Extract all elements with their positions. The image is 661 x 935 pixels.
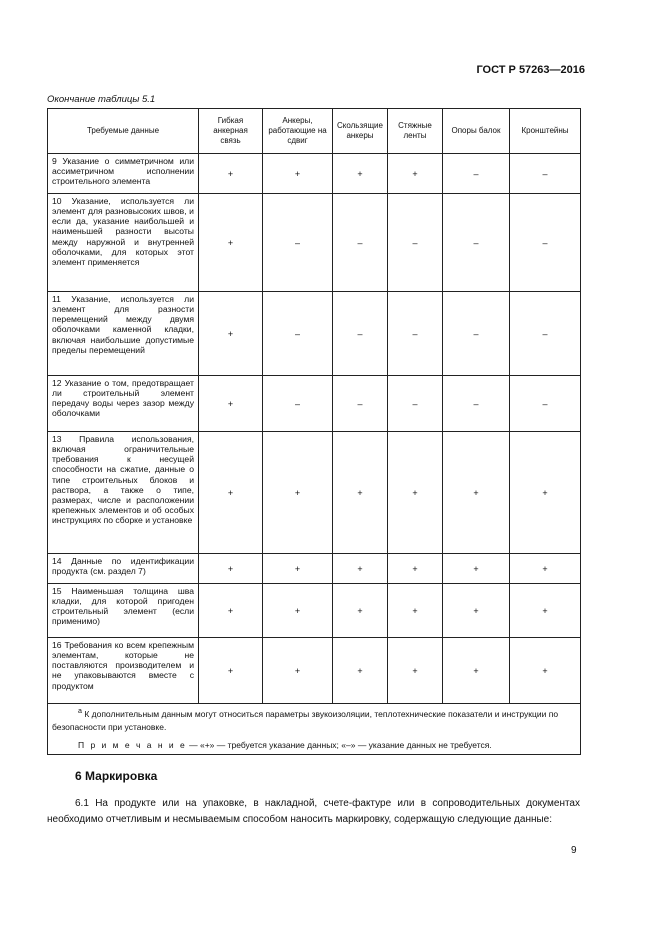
requirement-text: 15 Наименьшая толщина шва кладки, для которой пригоден строительный элемент (если применимо) (48, 584, 199, 638)
table-cell: – (333, 194, 388, 292)
note-text: — «+» — требуется указание данных; «–» — указание данных не требуется. (189, 740, 492, 751)
table-cell: + (199, 432, 263, 554)
section-paragraph: 6.1 На продукте или на упаковке, в накладной, счете-фактуре или в сопроводительных документах необходимо отчетливым и несмываемым способом наносить маркировку, содержащую следующие данные: (47, 798, 580, 825)
table-row (48, 432, 581, 554)
table-cell: + (199, 554, 263, 584)
table-row (48, 554, 581, 584)
table-row (48, 292, 581, 376)
footnote-mark: a (78, 707, 82, 715)
table-cell: + (443, 584, 510, 638)
document-id: ГОСТ Р 57263—2016 (476, 64, 585, 76)
table-caption: Окончание таблицы 5.1 (47, 94, 156, 105)
table-cell: – (443, 376, 510, 432)
table-cell: + (510, 584, 581, 638)
page-number: 9 (571, 845, 577, 856)
column-header: Опоры балок (443, 109, 510, 154)
column-header: Анкеры, работающие на сдвиг (263, 109, 333, 154)
section-title: 6 Маркировка (75, 769, 158, 783)
table-footer (48, 704, 581, 755)
table-cell: + (388, 584, 443, 638)
table-row (48, 376, 581, 432)
footnote (52, 706, 576, 733)
column-header: Гибкая анкерная связь (199, 109, 263, 154)
table-cell: + (333, 584, 388, 638)
table-cell: – (443, 292, 510, 376)
column-header: Кронштейны (510, 109, 581, 154)
table-note (52, 739, 576, 752)
requirements-table (47, 108, 581, 755)
requirement-text: 10 Указание, используется ли элемент для разновысоких швов, и если да, указание наибольшей и наименьшей разности высоты между наружной и внутренней оболочками, для которых этот элемент применяется (48, 194, 199, 292)
table-cell: + (199, 292, 263, 376)
table-cell: + (510, 432, 581, 554)
table-cell: – (263, 292, 333, 376)
table-footer-row (48, 704, 581, 755)
note-label: П р и м е ч а н и е (78, 740, 187, 751)
table-cell: + (333, 638, 388, 704)
table-cell: + (388, 554, 443, 584)
table-cell: + (388, 432, 443, 554)
table-cell: – (333, 292, 388, 376)
footnote-text: К дополнительным данным могут относиться параметры звукоизоляции, теплотехнические показатели и инструкции по безопасности при установке. (52, 708, 559, 732)
table-cell: – (443, 154, 510, 194)
table-cell: – (510, 292, 581, 376)
table-row (48, 584, 581, 638)
table-cell: + (263, 154, 333, 194)
table-cell: – (388, 292, 443, 376)
table-cell: – (510, 376, 581, 432)
table-cell: + (263, 432, 333, 554)
table-cell: + (333, 432, 388, 554)
column-header: Скользящие анкеры (333, 109, 388, 154)
table-cell: – (510, 194, 581, 292)
requirement-text: 12 Указание о том, предотвращает ли строительный элемент передачу воды через зазор между оболочками (48, 376, 199, 432)
column-header: Стяжные ленты (388, 109, 443, 154)
table-cell: + (263, 638, 333, 704)
table-cell: + (333, 154, 388, 194)
requirement-text: 14 Данные по идентификации продукта (см. раздел 7) (48, 554, 199, 584)
table-cell: + (388, 154, 443, 194)
table-cell: + (510, 638, 581, 704)
table-cell: + (510, 554, 581, 584)
requirement-text: 9 Указание о симметричном или ассиметричном исполнении строительного элемента (48, 154, 199, 194)
requirement-text: 16 Требования ко всем крепежным элементам, которые не поставляются производителем и не упаковываются вместе с продуктом (48, 638, 199, 704)
table-cell: + (199, 584, 263, 638)
column-header: Требуемые данные (48, 109, 199, 154)
table-cell: – (263, 376, 333, 432)
table-cell: + (199, 154, 263, 194)
table-cell: – (263, 194, 333, 292)
table-cell: – (388, 194, 443, 292)
table-cell: + (443, 638, 510, 704)
table-cell: – (333, 376, 388, 432)
table-cell: – (388, 376, 443, 432)
table-row (48, 194, 581, 292)
table-cell: + (388, 638, 443, 704)
table-cell: + (199, 638, 263, 704)
table-cell: + (443, 432, 510, 554)
table-cell: + (263, 554, 333, 584)
table-cell: + (263, 584, 333, 638)
table-cell: + (199, 194, 263, 292)
requirement-text: 13 Правила использования, включая ограничительные требования к несущей способности на сжатие, данные о типе строительных блоков и раствора, а также о типе, размерах, числе и расположении крепежных элементов и об особых инструкциях по сборке и установке (48, 432, 199, 554)
table-cell: + (333, 554, 388, 584)
table-row (48, 638, 581, 704)
table-header-row (48, 109, 581, 154)
table-cell: + (199, 376, 263, 432)
table-cell: – (443, 194, 510, 292)
table-cell: + (443, 554, 510, 584)
table-row (48, 154, 581, 194)
requirement-text: 11 Указание, используется ли элемент для разности перемещений между двумя оболочками каменной кладки, включая наибольшие допустимые пределы перемещений (48, 292, 199, 376)
table-cell: – (510, 154, 581, 194)
